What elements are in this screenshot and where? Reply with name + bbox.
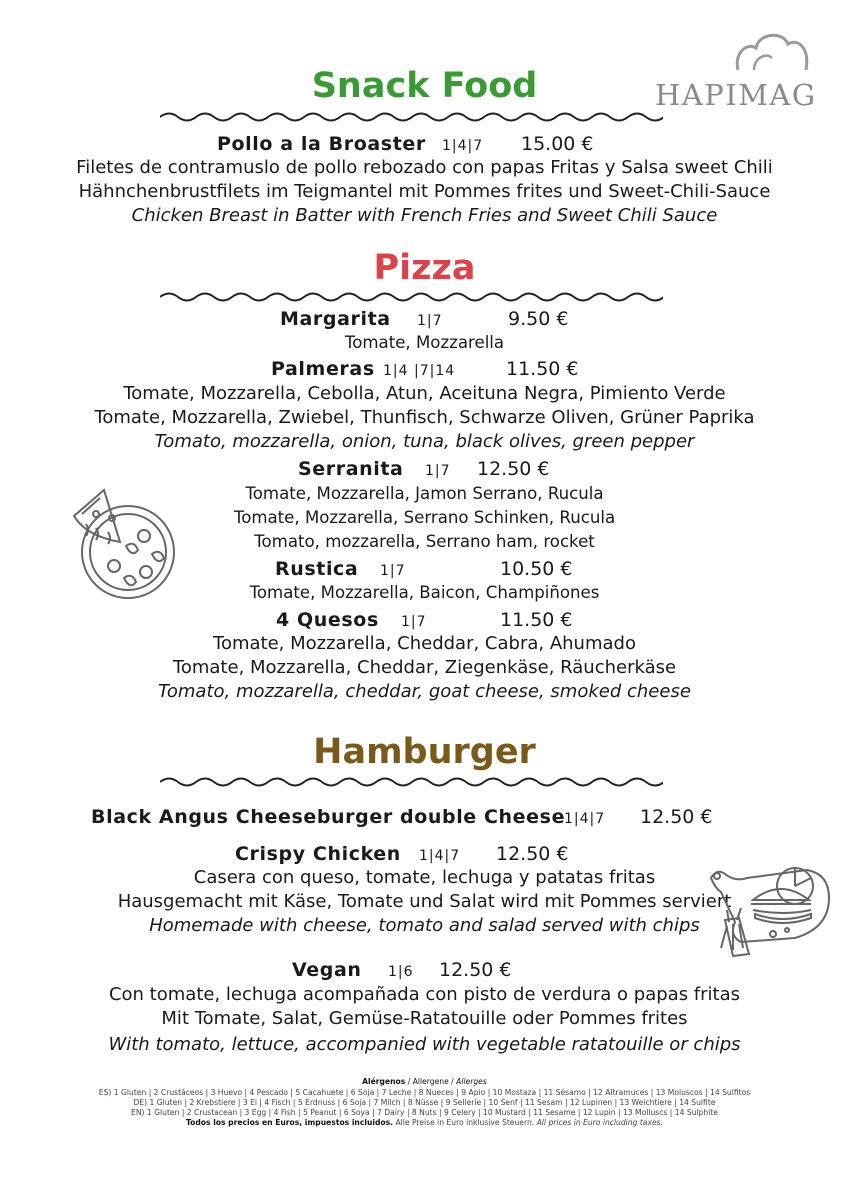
prices-note-es: Todos los precios en Euros, impuestos incluidos. bbox=[185, 1118, 394, 1127]
brand-name: HAPIMAG bbox=[655, 78, 817, 112]
allergens-list-de: DE) 1 Gluten | 2 Krebstiere | 3 Ei | 4 Fisch | 5 Erdnuss | 6 Soja | 7 Milch | 8 Nüsse | 9 Sellerie | 10 Senf | 11 Sesam | 12 Lupinen | 13 Weichtiere | 14 Sulfite bbox=[133, 1098, 716, 1107]
prices-note-de: Alle Preise in Euro inklusive Steuern. bbox=[395, 1118, 535, 1127]
item-price: 11.50 € bbox=[500, 609, 573, 631]
item-desc-en: Tomato, mozzarella, cheddar, goat cheese, smoked cheese bbox=[158, 681, 691, 702]
item-name: Serranita bbox=[298, 458, 404, 480]
item-name: Rustica bbox=[275, 558, 359, 580]
item-desc-es: Tomate, Mozzarella, Jamon Serrano, Rucula bbox=[245, 484, 604, 503]
allergens-heading: Alérgenos / Allergene / Allerges bbox=[362, 1077, 487, 1086]
item-allergens: 1|4|7 bbox=[419, 848, 461, 864]
section-title-snack: Snack Food bbox=[311, 66, 538, 106]
item-name: Palmeras bbox=[271, 358, 375, 380]
item-allergens: 1|4 |7|14 bbox=[383, 363, 456, 379]
item-desc-en: Tomato, mozzarella, onion, tuna, black olives, green pepper bbox=[154, 431, 695, 452]
item-desc-es: Tomate, Mozzarella, Cheddar, Cabra, Ahumado bbox=[213, 633, 636, 654]
wave-divider bbox=[160, 110, 663, 124]
item-desc-en: Chicken Breast in Batter with French Fries and Sweet Chili Sauce bbox=[131, 205, 718, 226]
item-desc-de: Tomate, Mozzarella, Serrano Schinken, Rucula bbox=[233, 508, 616, 527]
item-name: 4 Quesos bbox=[276, 609, 379, 631]
section-title-hamburger: Hamburger bbox=[313, 732, 536, 772]
burger-board-icon bbox=[707, 864, 833, 962]
allergens-heading-de: Allergene bbox=[412, 1077, 449, 1086]
allergens-list-en: EN) 1 Gluten | 2 Crustacean | 3 Egg | 4 Fish | 5 Peanut | 6 Soya | 7 Dairy | 8 Nuts | 9 Celery | 10 Mustard | 11 Sesame | 12 Lupin | 13 Molluscs | 14 Sulphite bbox=[131, 1108, 718, 1117]
item-desc-de: Tomate, Mozzarella, Cheddar, Ziegenkäse, Räucherkäse bbox=[172, 657, 677, 678]
item-desc-en: Homemade with cheese, tomato and salad served with chips bbox=[149, 915, 700, 936]
item-name: Margarita bbox=[280, 308, 391, 330]
item-name: Black Angus Cheeseburger double Cheese bbox=[91, 806, 566, 828]
allergens-list-es: ES) 1 Gluten | 2 Crustáceos | 3 Huevo | 4 Pescado | 5 Cacahuete | 6 Soja | 7 Leche | 8 Nueces | 9 Apio | 10 Mostaza | 11 Sésamo | 12 Altramuces | 13 Moluscos | 14 Sulfitos bbox=[98, 1088, 751, 1097]
item-name: Vegan bbox=[292, 959, 362, 981]
item-desc-de: Tomate, Mozzarella, Zwiebel, Thunfisch, Schwarze Oliven, Grüner Paprika bbox=[94, 407, 755, 428]
item-desc-es: Filetes de contramuslo de pollo rebozado con papas Fritas y Salsa sweet Chili bbox=[76, 157, 773, 178]
wave-divider bbox=[160, 775, 663, 789]
wave-divider bbox=[160, 290, 663, 304]
item-name: Pollo a la Broaster bbox=[217, 133, 426, 155]
item-desc-es: Con tomate, lechuga acompañada con pisto de verdura o papas fritas bbox=[108, 984, 741, 1005]
item-price: 9.50 € bbox=[508, 308, 569, 330]
item-desc-es: Tomate, Mozzarella bbox=[344, 333, 505, 352]
item-price: 12.50 € bbox=[496, 843, 569, 865]
item-desc-es: Tomate, Mozzarella, Cebolla, Atun, Aceituna Negra, Pimiento Verde bbox=[123, 383, 726, 404]
prices-note bbox=[0, 1118, 849, 1128]
allergens-heading-en: Allerges bbox=[456, 1077, 487, 1086]
item-price: 15.00 € bbox=[521, 133, 594, 155]
item-desc-en: Tomato, mozzarella, Serrano ham, rocket bbox=[254, 532, 595, 551]
item-price: 12.50 € bbox=[640, 806, 713, 828]
item-desc-es: Casera con queso, tomate, lechuga y patatas fritas bbox=[193, 867, 656, 888]
item-allergens: 1|4|7 bbox=[442, 138, 484, 154]
item-desc-es: Tomate, Mozzarella, Baicon, Champiñones bbox=[249, 583, 600, 602]
prices-note-en: All prices in Euro including taxes. bbox=[536, 1118, 664, 1127]
item-price: 10.50 € bbox=[500, 558, 573, 580]
item-allergens: 1|7 bbox=[417, 313, 443, 329]
allergens-heading-es: Alérgenos bbox=[362, 1077, 406, 1086]
item-allergens: 1|7 bbox=[401, 614, 427, 630]
item-desc-de: Mit Tomate, Salat, Gemüse-Ratatouille oder Pommes frites bbox=[161, 1008, 688, 1029]
item-allergens: 1|7 bbox=[380, 563, 406, 579]
item-desc-de: Hausgemacht mit Käse, Tomate und Salat wird mit Pommes serviert bbox=[117, 891, 732, 912]
item-price: 12.50 € bbox=[439, 959, 512, 981]
item-desc-en: With tomato, lettuce, accompanied with vegetable ratatouille or chips bbox=[108, 1034, 741, 1055]
item-price: 11.50 € bbox=[506, 358, 579, 380]
item-allergens: 1|7 bbox=[425, 463, 451, 479]
section-title-pizza: Pizza bbox=[373, 248, 476, 288]
item-desc-de: Hähnchenbrustfilets im Teigmantel mit Pommes frites und Sweet-Chili-Sauce bbox=[78, 181, 771, 202]
item-allergens: 1|4|7 bbox=[564, 811, 606, 827]
item-name: Crispy Chicken bbox=[235, 843, 401, 865]
item-price: 12.50 € bbox=[477, 458, 550, 480]
pizza-icon bbox=[66, 488, 178, 612]
item-allergens: 1|6 bbox=[388, 964, 414, 980]
